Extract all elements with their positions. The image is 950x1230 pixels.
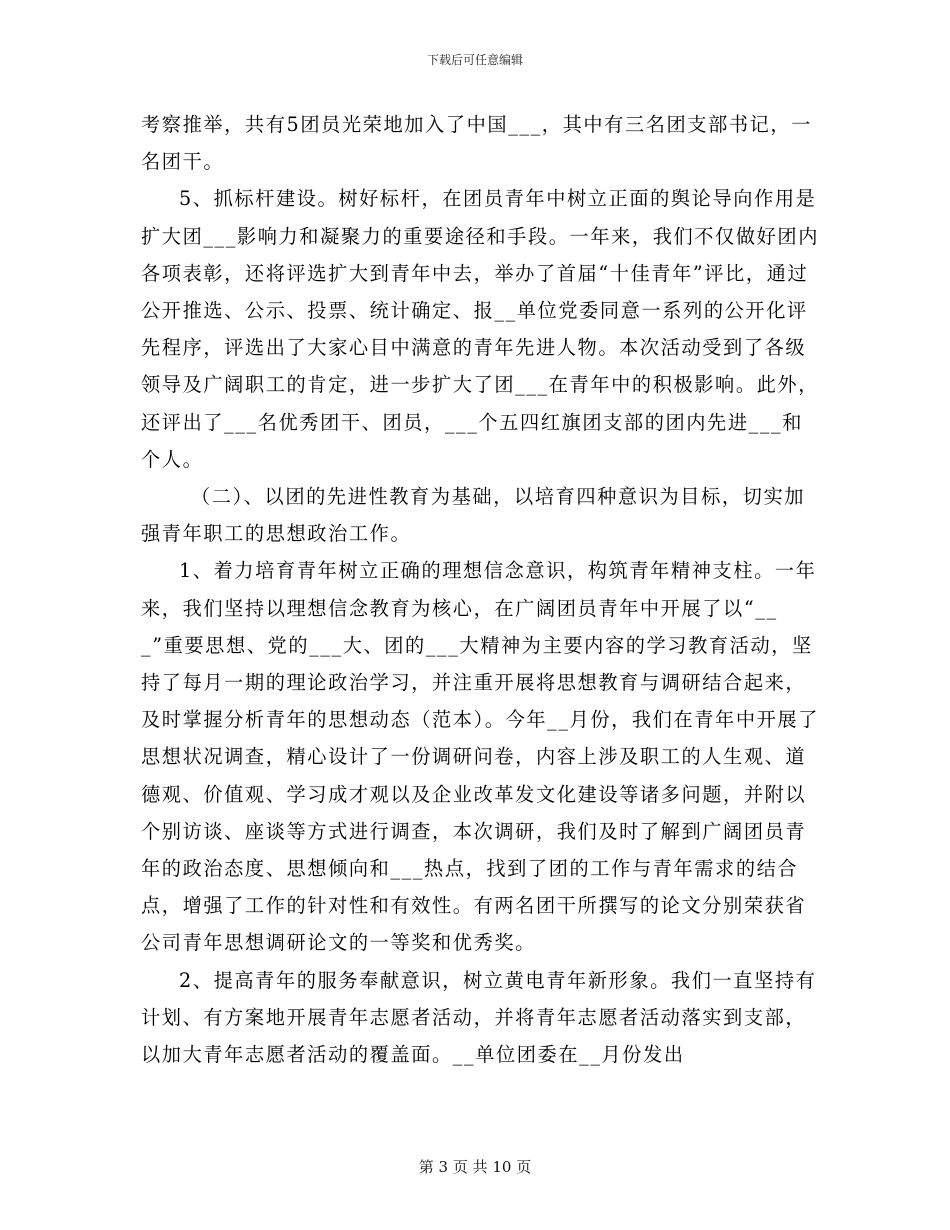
document-body <box>141 106 821 1073</box>
paragraph-4: 1、着力培育青年树立正确的理想信念意识，构筑青年精神支柱。一年来，我们坚持以理想信念教育为核心，在广阔团员青年中开展了以“___”重要思想、党的___大、团的___大精神为主要内容的学习教育活动，坚持了每月一期的理论政治学习，并注重开展将思想教育与调研结合起来，及时掌握分析青年的思想动态（范本）。今年__月份，我们在青年中开展了思想状况调查，精心设计了一份调研问卷，内容上涉及职工的人生观、道德观、价值观、学习成才观以及企业改革发文化建设等诸多问题，并附以个别访谈、座谈等方式进行调查，本次调研，我们及时了解到广阔团员青年的政治态度、思想倾向和___热点，找到了团的工作与青年需求的结合点，增强了工作的针对性和有效性。有两名团干所撰写的论文分别荣获省公司青年思想调研论文的一等奖和优秀奖。 <box>141 559 819 955</box>
page-header: 下载后可任意编辑 <box>426 53 523 67</box>
paragraph-1: 考察推举，共有5团员光荣地加入了中国___，其中有三名团支部书记，一名团干。 <box>141 113 813 174</box>
paragraph-2: 5、抓标杆建设。树好标杆，在团员青年中树立正面的舆论导向作用是扩大团___影响力和凝聚力的重要途径和手段。一年来，我们不仅做好团内各项表彰，还将评选扩大到青年中去，举办了首届“十佳青年”评比，通过公开推选、公示、投票、统计确定、报__单位党委同意一系列的公开化评先程序，评选出了大家心目中满意的青年先进人物。本次活动受到了各级领导及广阔职工的肯定，进一步扩大了团___在青年中的积极影响。此外，还评出了___名优秀团干、团员，___个五四红旗团支部的团内先进___和个人。 <box>141 187 819 471</box>
paragraph-3: （二）、以团的先进性教育为基础，以培育四种意识为目标，切实加强青年职工的思想政治工作。 <box>141 485 806 546</box>
paragraph-5: 2、提高青年的服务奉献意识，树立黄电青年新形象。我们一直坚持有计划、有方案地开展青年志愿者活动，并将青年志愿者活动落实到支部，以加大青年志愿者活动的覆盖面。__单位团委在__月份发出 <box>141 968 817 1067</box>
page-number: 第 3 页 共 10 页 <box>418 1158 532 1176</box>
